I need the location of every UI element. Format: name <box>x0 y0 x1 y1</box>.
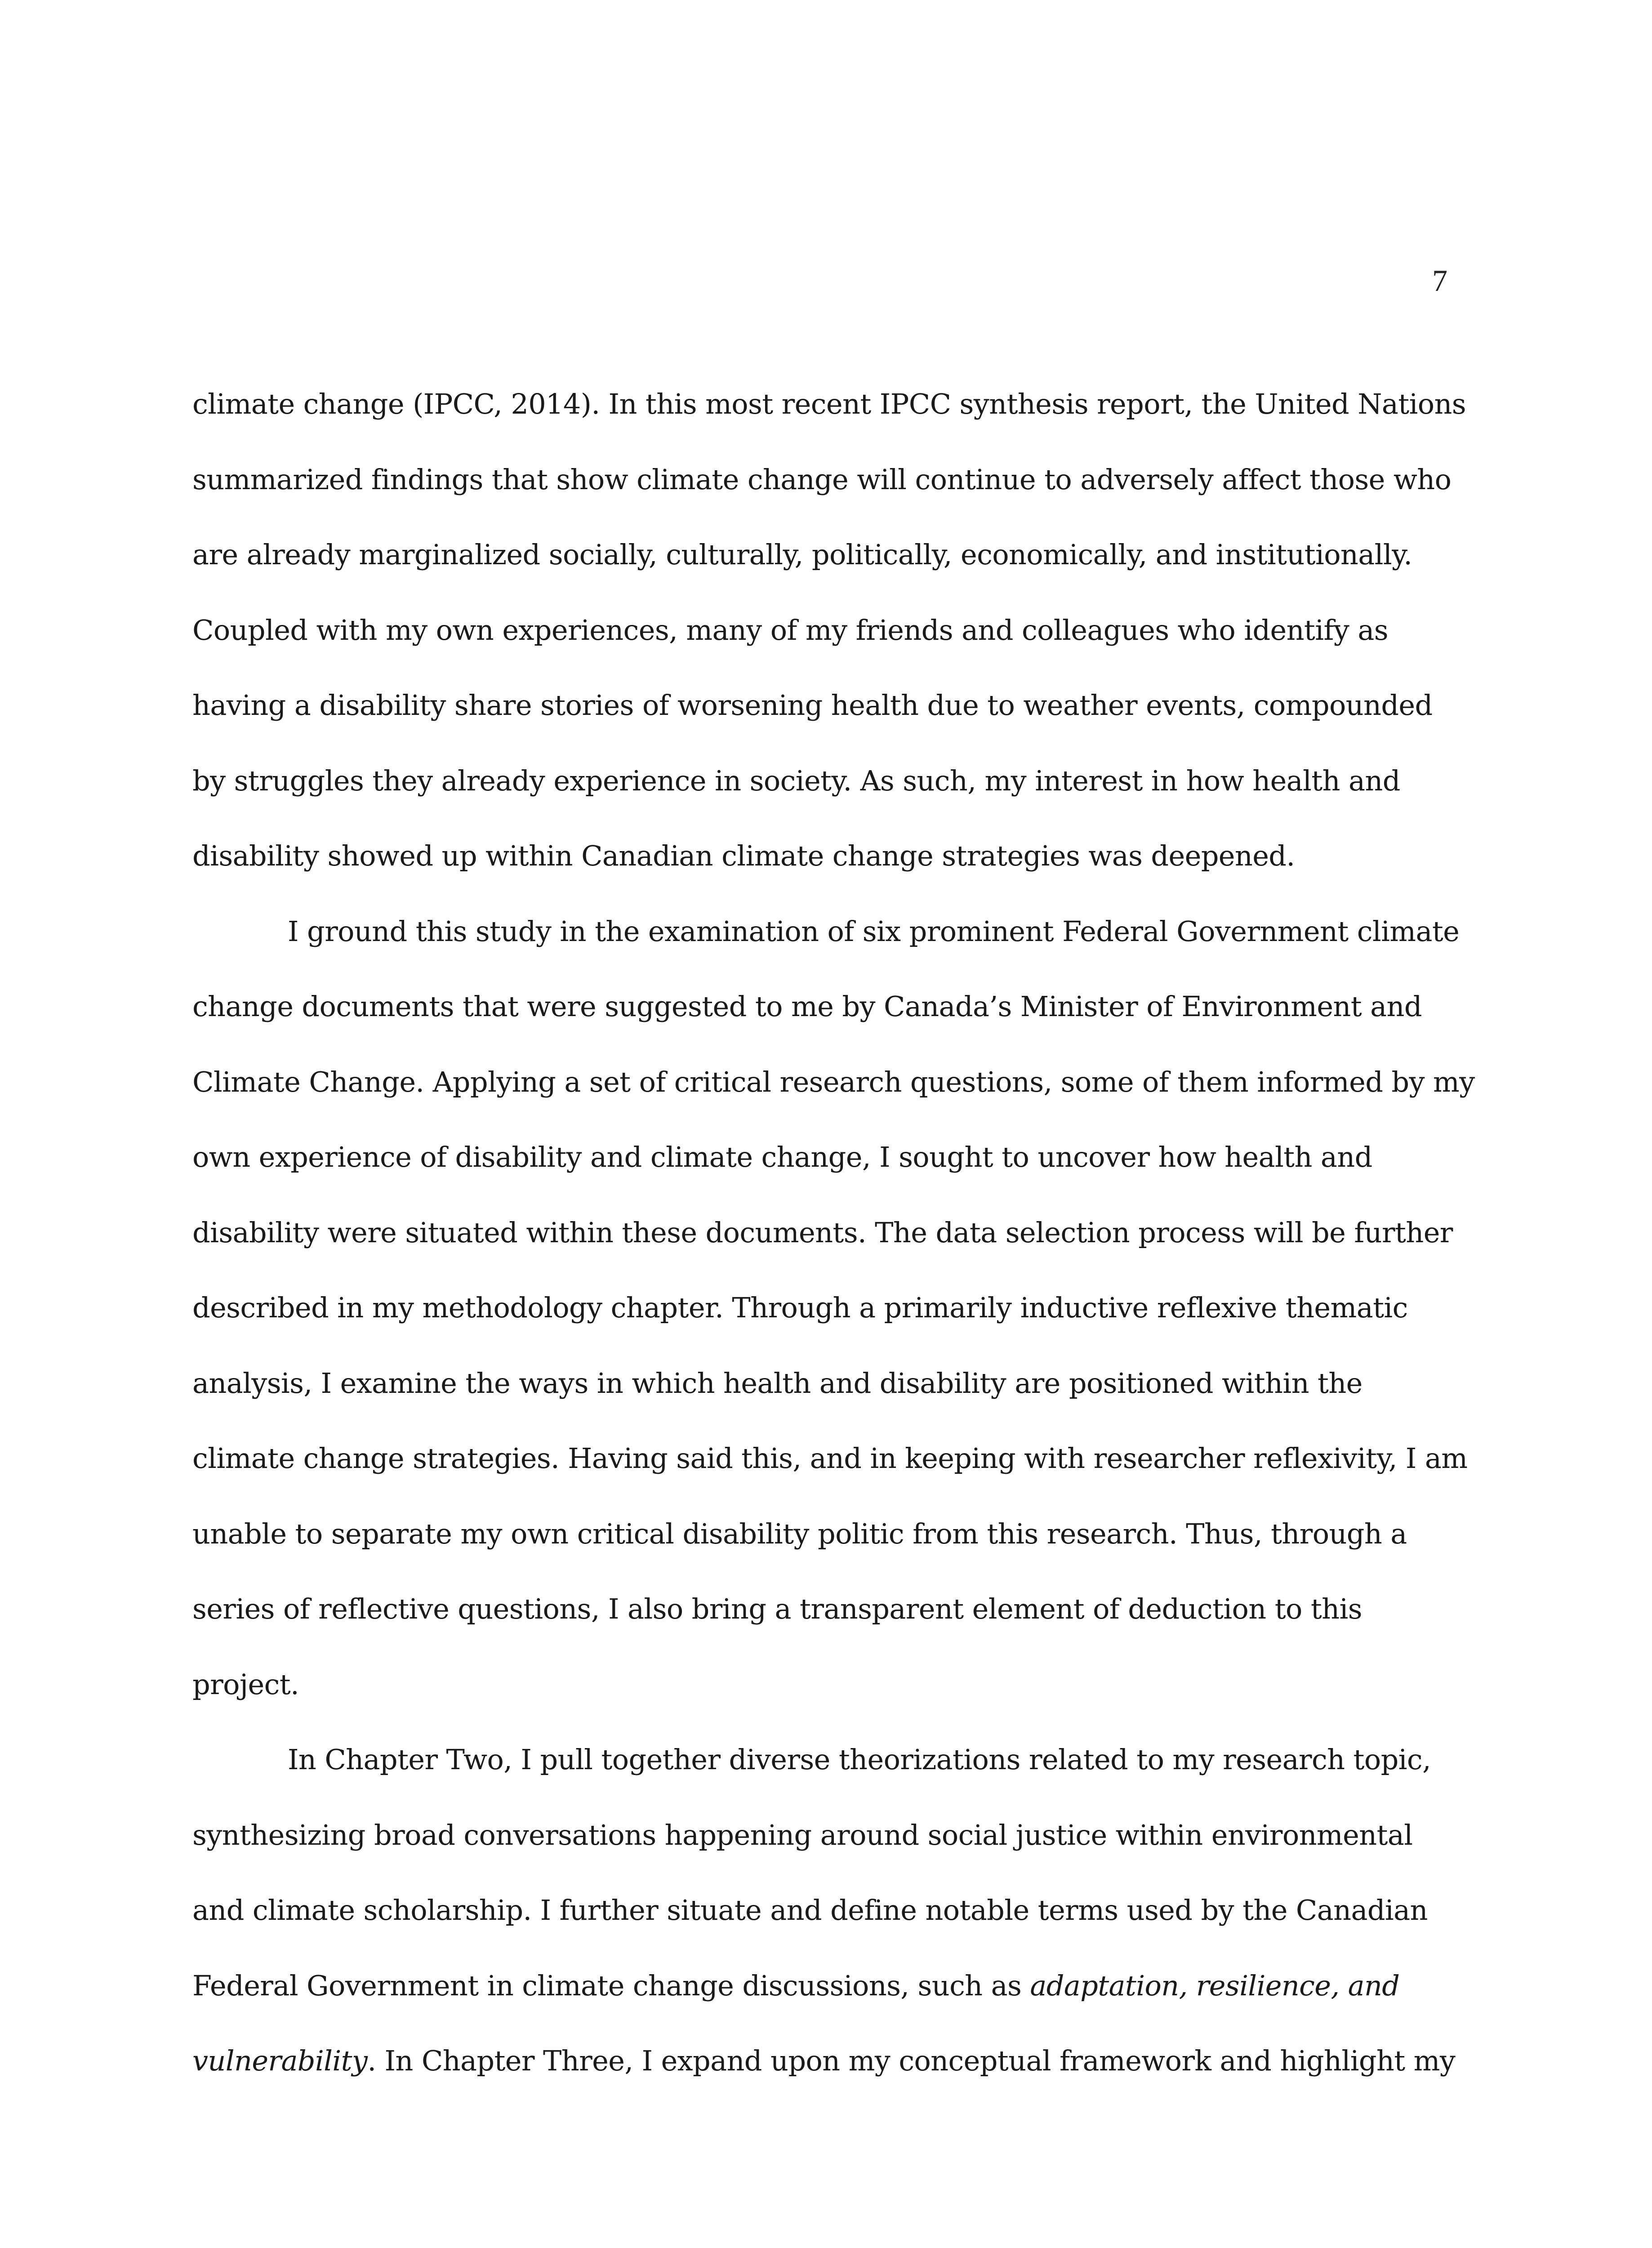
document-body <box>192 366 1475 2099</box>
text-line: summarized findings that show climate change will continue to adversely affect those who <box>192 463 1452 496</box>
text-line: Climate Change. Applying a set of critical research questions, some of them informed by my <box>192 1065 1475 1098</box>
text-line: series of reflective questions, I also bring a transparent element of deduction to this <box>192 1592 1362 1625</box>
text-line: climate change strategies. Having said this, and in keeping with researcher reflexivity, I am <box>192 1442 1468 1475</box>
text-line: project. <box>192 1668 299 1701</box>
text-line: climate change (IPCC, 2014). In this most recent IPCC synthesis report, the United Nations <box>192 388 1466 420</box>
italic-terms: adaptation, resilience, and <box>1030 1969 1400 2002</box>
text-line: and climate scholarship. I further situate and define notable terms used by the Canadian <box>192 1894 1428 1927</box>
text-line: unable to separate my own critical disability politic from this research. Thus, through a <box>192 1517 1407 1550</box>
text-line: described in my methodology chapter. Through a primarily inductive reflexive thematic <box>192 1291 1408 1324</box>
text-line: disability were situated within these documents. The data selection process will be further <box>192 1216 1453 1249</box>
text-line: having a disability share stories of worsening health due to weather events, compounded <box>192 689 1433 722</box>
paragraph-first-line: In Chapter Two, I pull together diverse theorizations related to my research topic, <box>288 1743 1431 1776</box>
italic-term: vulnerability <box>192 2044 368 2077</box>
text-segment: Federal Government in climate change discussions, such as <box>192 1969 1030 2002</box>
text-line: Coupled with my own experiences, many of my friends and colleagues who identify as <box>192 613 1388 647</box>
text-line: disability showed up within Canadian climate change strategies was deepened. <box>192 839 1295 872</box>
text-line <box>192 1948 1460 2024</box>
text-line: synthesizing broad conversations happening around social justice within environmental <box>192 1818 1413 1851</box>
text-line: are already marginalized socially, culturally, politically, economically, and institutionally. <box>192 538 1412 571</box>
text-line: analysis, I examine the ways in which health and disability are positioned within the <box>192 1366 1363 1400</box>
text-line: change documents that were suggested to me by Canada’s Minister of Environment and <box>192 990 1422 1023</box>
text-segment: . In Chapter Three, I expand upon my conceptual framework and highlight my <box>367 2044 1456 2077</box>
paragraph-first-line: I ground this study in the examination of six prominent Federal Government climate <box>288 914 1460 948</box>
text-line <box>192 2023 1460 2099</box>
text-line: by struggles they already experience in society. As such, my interest in how health and <box>192 764 1400 797</box>
text-line: own experience of disability and climate change, I sought to uncover how health and <box>192 1141 1372 1173</box>
page-number: 7 <box>1432 263 1447 298</box>
